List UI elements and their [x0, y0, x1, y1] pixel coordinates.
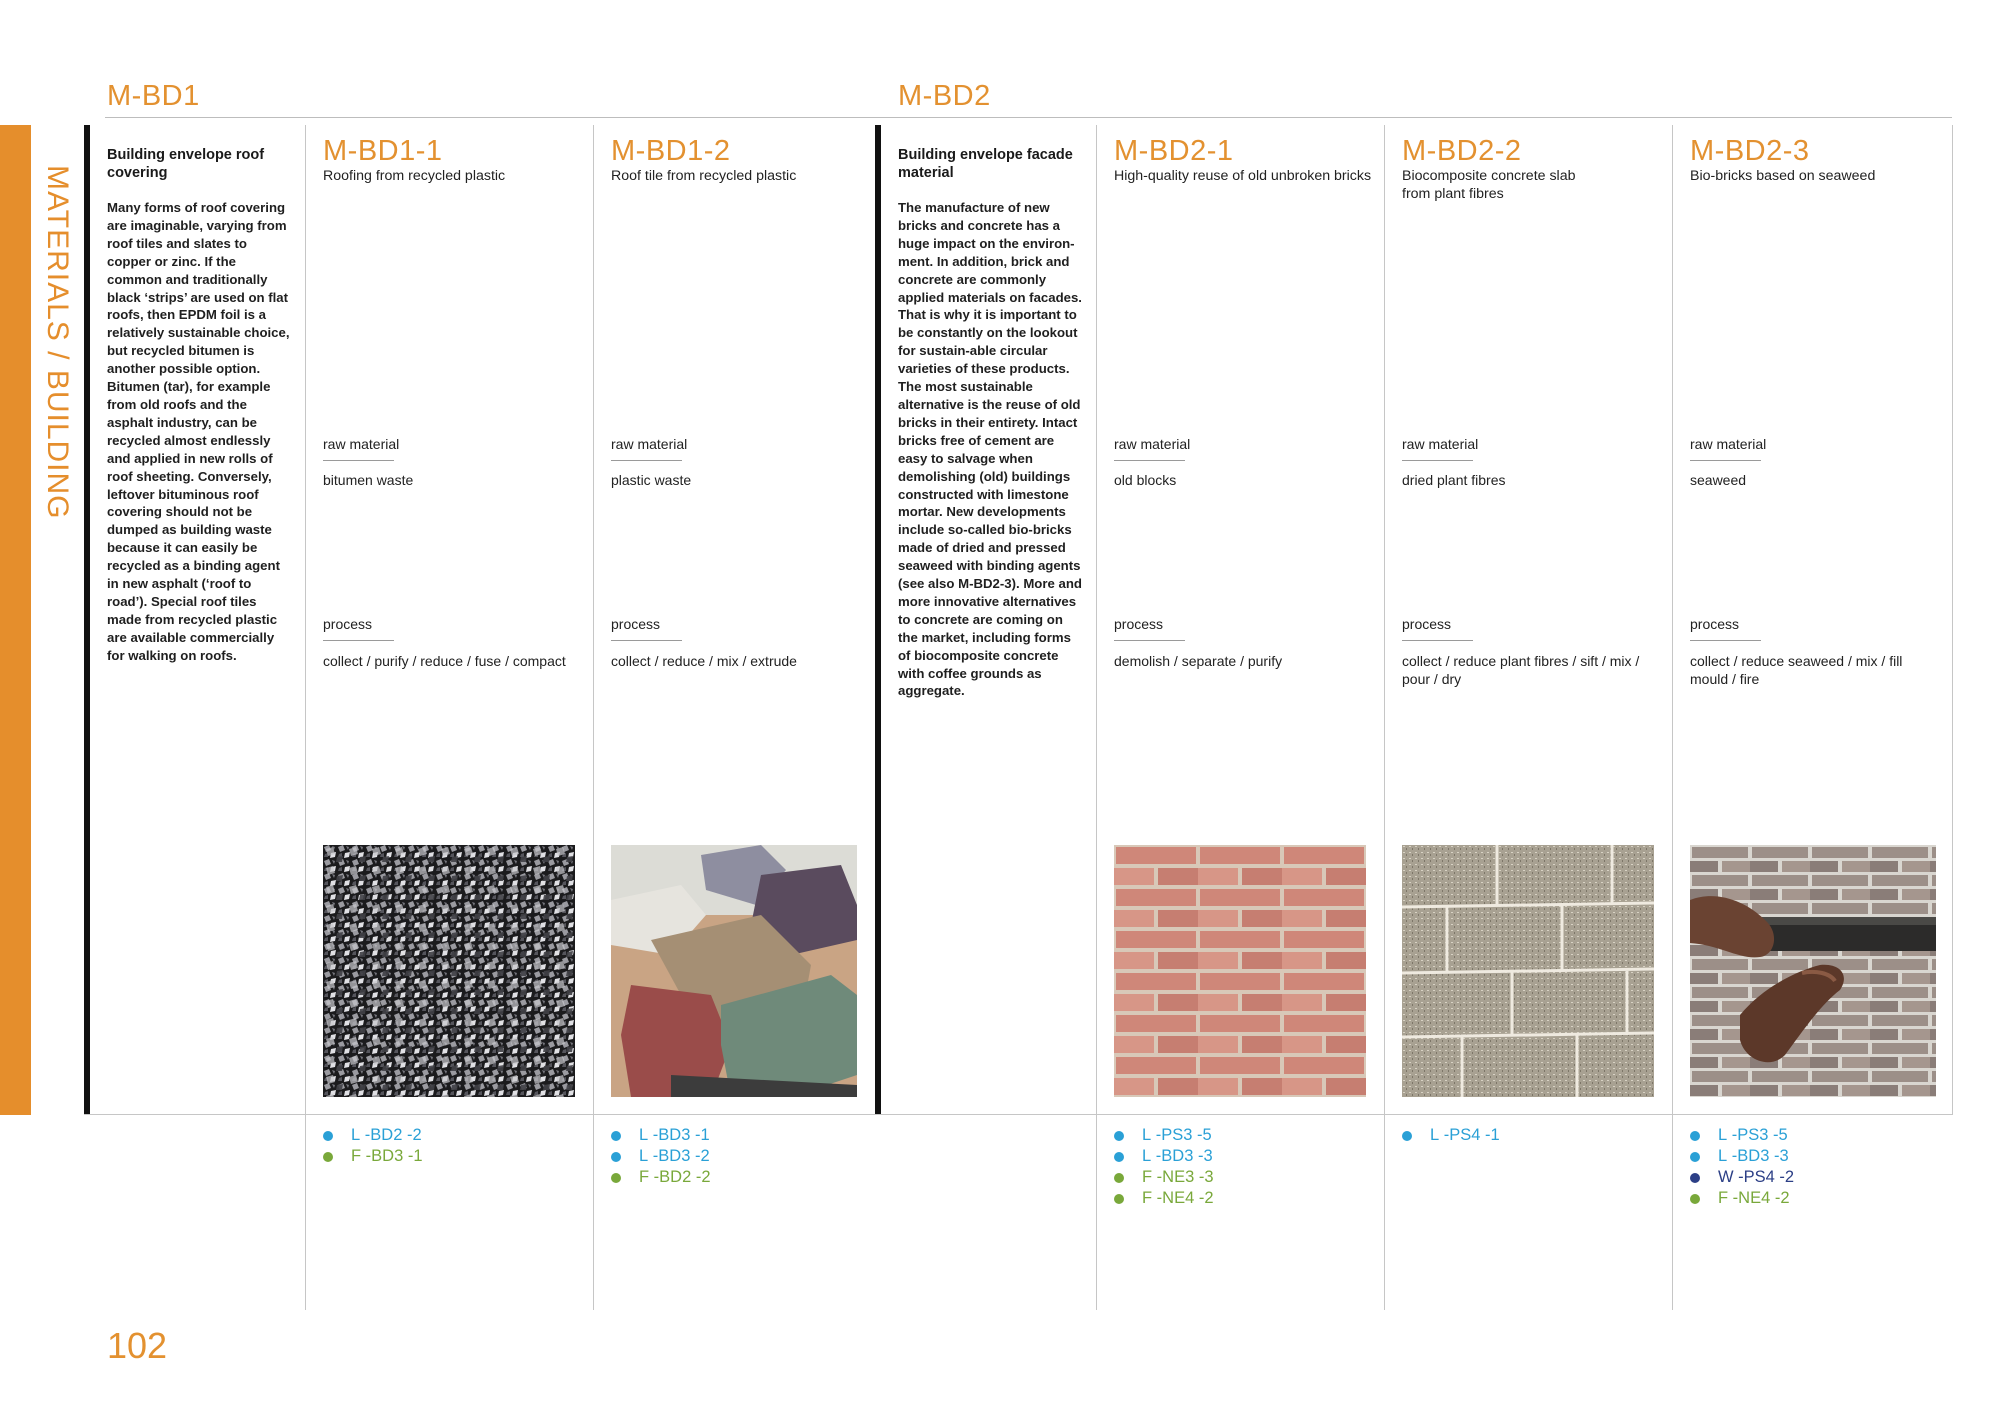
ref-code: -BD3 -3 [1151, 1147, 1213, 1165]
ref-code: -NE4 -2 [1728, 1189, 1790, 1207]
reference-item[interactable] [611, 1125, 711, 1146]
reference-item[interactable] [323, 1125, 423, 1146]
ref-code: -NE3 -3 [1152, 1168, 1214, 1186]
bullet-icon [611, 1173, 621, 1183]
process-label: process [1690, 616, 1740, 632]
intro-bd2 [898, 146, 1086, 700]
item-subtitle: High-quality reuse of old unbroken bricks [1114, 168, 1372, 184]
ref-letter: F [639, 1168, 650, 1186]
ref-letter: F [1718, 1189, 1729, 1207]
label-rule [1402, 460, 1473, 461]
ref-letter: F [1142, 1168, 1153, 1186]
bullet-icon [611, 1152, 621, 1162]
raw-material-label: raw material [1114, 436, 1191, 452]
ref-letter: L [639, 1126, 649, 1144]
column-divider [1096, 125, 1097, 1310]
ref-code: -PS4 -2 [1733, 1168, 1795, 1186]
section-label: MATERIALS / BUILDING [41, 165, 74, 520]
process-value: collect / reduce seaweed / mix / fill mould / fire [1690, 653, 1903, 687]
bullet-icon [1114, 1194, 1124, 1204]
process-value: demolish / separate / purify [1114, 653, 1283, 669]
bullet-icon [323, 1152, 333, 1162]
seaweed-brick-photo [1690, 845, 1936, 1097]
reference-list [1690, 1125, 1794, 1209]
ref-code: -BD3 -1 [648, 1126, 710, 1144]
reference-item[interactable] [1402, 1125, 1500, 1146]
ref-letter: F [1142, 1189, 1153, 1207]
item-code: M-BD2-2 [1402, 135, 1522, 167]
process-value: collect / purify / reduce / fuse / compact [323, 653, 566, 669]
reference-list [1402, 1125, 1500, 1146]
item-subtitle: Roofing from recycled plastic [323, 168, 506, 184]
column-divider [593, 125, 594, 1310]
item-column [1402, 135, 1664, 203]
bullet-icon [1402, 1131, 1412, 1141]
reference-item[interactable] [1114, 1125, 1214, 1146]
reference-item[interactable] [1114, 1146, 1214, 1167]
label-rule [1402, 640, 1473, 641]
intro-bd1 [107, 146, 293, 665]
ref-code: -PS4 -1 [1439, 1126, 1500, 1144]
item-code: M-BD2-3 [1690, 135, 1810, 167]
process-label: process [1114, 616, 1164, 632]
brick-wall-photo [1114, 845, 1366, 1097]
group-divider-bd1 [84, 125, 90, 1115]
ref-code: -PS3 -5 [1727, 1126, 1788, 1144]
ref-letter: L [639, 1147, 649, 1165]
item-column [323, 135, 585, 185]
reference-item[interactable] [1690, 1167, 1794, 1188]
process-label: process [323, 616, 373, 632]
raw-material-value: old blocks [1114, 472, 1177, 488]
ref-code: -BD3 -3 [1727, 1147, 1789, 1165]
ref-letter: L [1718, 1126, 1728, 1144]
item-column [611, 135, 873, 185]
bottom-rule [84, 1114, 1953, 1115]
ref-letter: L [1430, 1126, 1440, 1144]
item-column [1690, 135, 1940, 185]
reference-item[interactable] [611, 1146, 711, 1167]
bullet-icon [1690, 1173, 1700, 1183]
raw-material-label: raw material [1402, 436, 1479, 452]
raw-material-value: bitumen waste [323, 472, 414, 488]
item-column [1114, 135, 1376, 185]
item-code: M-BD1-2 [611, 135, 731, 167]
ref-letter: F [351, 1147, 362, 1165]
column-divider [1672, 125, 1673, 1310]
group-code-bd2: M-BD2 [898, 80, 991, 112]
label-rule [1690, 460, 1761, 461]
column-divider [1952, 125, 1953, 1115]
process-value: collect / reduce plant fibres / sift / mix / pour / dry [1402, 653, 1640, 687]
column-divider [1384, 125, 1385, 1310]
bullet-icon [611, 1131, 621, 1141]
group-divider-bd2 [875, 125, 881, 1115]
item-subtitle: Biocomposite concrete slab from plant fibres [1402, 168, 1576, 202]
raw-material-value: seaweed [1690, 472, 1747, 488]
section-tab [0, 125, 31, 1115]
ref-letter: W [1718, 1168, 1734, 1186]
intro-body: The manufacture of new bricks and concrete has a huge impact on the environ-ment. In addition, brick and concrete are commonly applied materials on facades. That is why it is important to be constantly on the lookout for sustain-able circular varieties of these products. The most sustainable alternative is the reuse of old bricks in their entirety. Intact bricks free of cement are easy to salvage when demolishing (old) buildings constructed with limestone mortar. New developments include so-called bio-bricks made of dried and pressed seaweed with binding agents (see also M-BD2-3). More and more innovative alternatives to concrete are coming on the market, including forms of biocomposite concrete with coffee grounds as aggregate. [898, 200, 1082, 699]
plastic-tiles-photo [611, 845, 857, 1097]
bullet-icon [1114, 1173, 1124, 1183]
column-divider [305, 125, 306, 1310]
item-subtitle: Roof tile from recycled plastic [611, 168, 797, 184]
bullet-icon [1114, 1131, 1124, 1141]
process-label: process [611, 616, 661, 632]
raw-material-value: plastic waste [611, 472, 692, 488]
raw-material-value: dried plant fibres [1402, 472, 1506, 488]
intro-title: Building envelope facade material [898, 147, 1073, 181]
reference-item[interactable] [1114, 1167, 1214, 1188]
label-rule [611, 460, 682, 461]
label-rule [323, 460, 394, 461]
reference-item[interactable] [1690, 1125, 1794, 1146]
bitumen-granules-photo [323, 845, 575, 1097]
reference-item[interactable] [1114, 1188, 1214, 1209]
group-code-bd1: M-BD1 [107, 80, 200, 112]
bullet-icon [1690, 1131, 1700, 1141]
process-value: collect / reduce / mix / extrude [611, 653, 797, 669]
item-code: M-BD2-1 [1114, 135, 1234, 167]
ref-letter: L [351, 1126, 361, 1144]
label-rule [611, 640, 682, 641]
bullet-icon [1690, 1194, 1700, 1204]
ref-code: -PS3 -5 [1151, 1126, 1212, 1144]
label-rule [1690, 640, 1761, 641]
ref-code: -BD2 -2 [649, 1168, 711, 1186]
ref-code: -NE4 -2 [1152, 1189, 1214, 1207]
reference-item[interactable] [323, 1146, 423, 1167]
ref-code: -BD3 -1 [361, 1147, 423, 1165]
reference-item[interactable] [611, 1167, 711, 1188]
raw-material-label: raw material [1690, 436, 1767, 452]
concrete-slab-photo [1402, 845, 1654, 1097]
bullet-icon [323, 1131, 333, 1141]
process-label: process [1402, 616, 1452, 632]
reference-list [611, 1125, 711, 1188]
reference-list [323, 1125, 423, 1167]
bullet-icon [1690, 1152, 1700, 1162]
raw-material-label: raw material [611, 436, 688, 452]
ref-letter: L [1718, 1147, 1728, 1165]
reference-list [1114, 1125, 1214, 1209]
intro-title: Building envelope roof covering [107, 147, 265, 181]
reference-item[interactable] [1690, 1146, 1794, 1167]
raw-material-label: raw material [323, 436, 400, 452]
item-subtitle: Bio-bricks based on seaweed [1690, 168, 1876, 184]
ref-code: -BD3 -2 [648, 1147, 710, 1165]
ref-letter: L [1142, 1126, 1152, 1144]
item-code: M-BD1-1 [323, 135, 443, 167]
ref-code: -BD2 -2 [360, 1126, 422, 1144]
top-rule [105, 117, 1952, 118]
label-rule [1114, 460, 1185, 461]
intro-body: Many forms of roof covering are imaginable, varying from roof tiles and slates to copper or zinc. If the common and traditionally black ‘strips’ are used on flat roofs, then EPDM foil is a relatively sustainable choice, but recycled bitumen is another possible option. Bitumen (tar), for example from old roofs and the asphalt industry, can be recycled almost endlessly and applied in new rolls of roof sheeting. Conversely, leftover bituminous roof covering should not be dumped as building waste because it can easily be recycled as a binding agent in new asphalt (‘roof to road’). Special roof tiles made from recycled plastic are available commercially for walking on roofs. [107, 200, 290, 663]
page-number: 102 [107, 1325, 168, 1366]
label-rule [323, 640, 394, 641]
reference-item[interactable] [1690, 1188, 1794, 1209]
label-rule [1114, 640, 1185, 641]
ref-letter: L [1142, 1147, 1152, 1165]
bullet-icon [1114, 1152, 1124, 1162]
